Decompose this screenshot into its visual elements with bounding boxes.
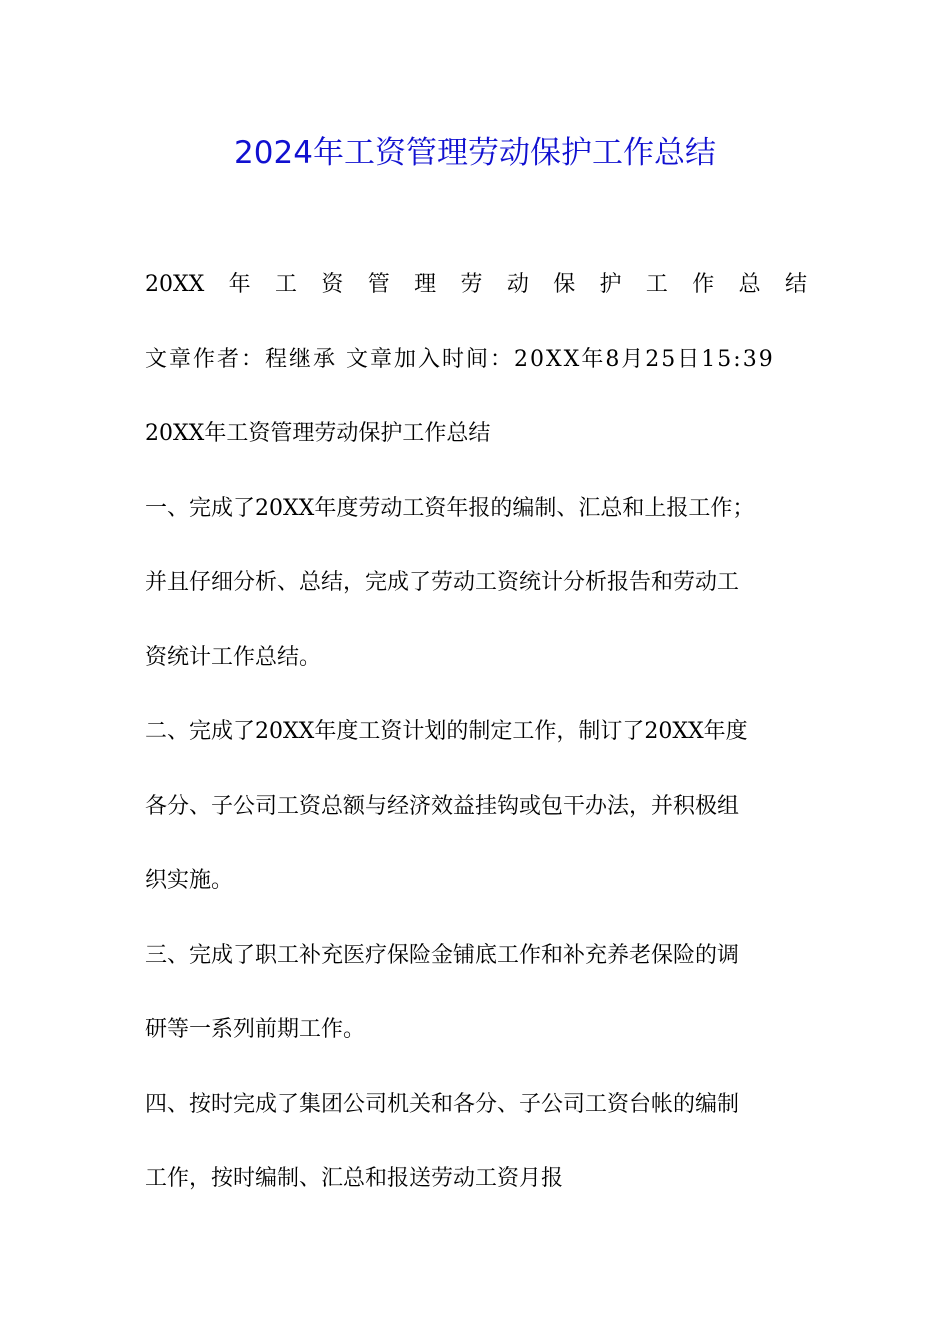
paragraph-line: 工作，按时编制、汇总和报送劳动工资月报 [145,1166,564,1191]
heading-char: 结 [784,272,807,297]
heading-char: 护 [599,272,622,297]
paragraph-line: 并且仔细分析、总结，完成了劳动工资统计分析报告和劳动工 [145,570,740,595]
subtitle-line: 20XX年工资管理劳动保护工作总结 [145,421,491,446]
paragraph-line: 二、完成了20XX年度工资计划的制定工作，制订了20XX年度 [145,719,748,744]
paragraph-line: 一、完成了20XX年度劳动工资年报的编制、汇总和上报工作； [145,495,755,521]
heading-char: 劳 [460,272,483,297]
author-meta-line: 文章作者：程继承 文章加入时间：20XX年8月25日15:39 [145,346,775,372]
heading-char: 保 [553,272,576,297]
heading-char: 总 [738,272,761,297]
heading-char: 管 [367,272,390,297]
heading-char: 年 [228,272,251,297]
heading-char: 20XX [145,272,205,297]
document-title: 2024年工资管理劳动保护工作总结 [234,135,716,171]
heading-char: 工 [275,272,298,297]
heading-char: 作 [692,272,715,297]
heading-line [145,248,807,323]
document-body [145,248,807,1217]
paragraph-line: 织实施。 [145,868,234,893]
paragraph-line: 资统计工作总结。 [145,644,322,670]
heading-char: 工 [645,272,668,297]
paragraph-line: 研等一系列前期工作。 [145,1017,366,1042]
heading-char: 理 [414,272,437,297]
paragraph-line: 四、按时完成了集团公司机关和各分、子公司工资台帐的编制 [145,1091,740,1117]
paragraph-line: 三、完成了职工补充医疗保险金铺底工作和补充养老保险的调 [145,942,740,968]
heading-char: 动 [506,272,529,297]
heading-char: 资 [321,272,344,297]
paragraph-line: 各分、子公司工资总额与经济效益挂钩或包干办法，并积极组 [145,793,740,819]
